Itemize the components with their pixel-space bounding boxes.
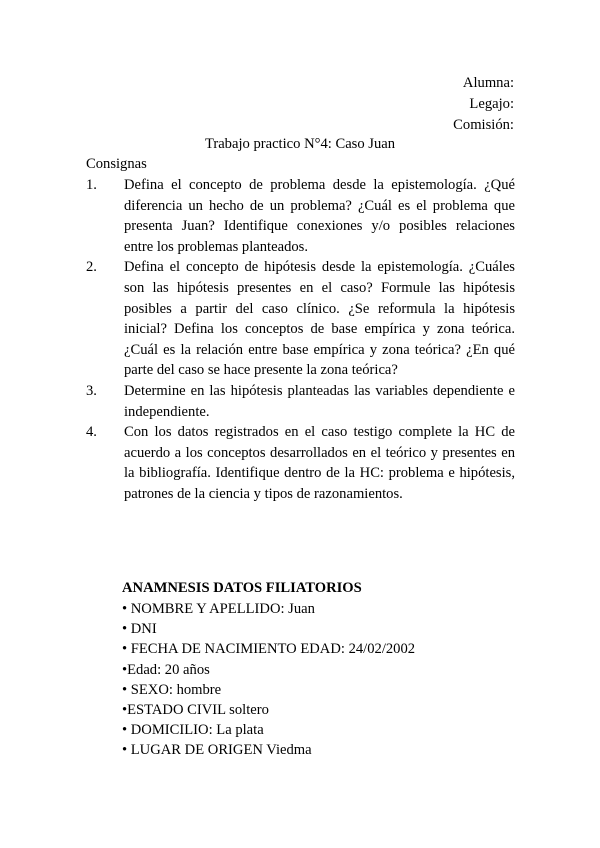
list-item-text: Determine en las hipótesis planteadas las variables dependiente e independiente. bbox=[124, 382, 515, 420]
list-item bbox=[86, 422, 515, 504]
list-item bbox=[86, 175, 515, 257]
list-item-number: 2. bbox=[86, 259, 97, 276]
document-title: Trabajo practico N°4: Caso Juan bbox=[204, 136, 396, 152]
consignas-heading: Consignas bbox=[86, 156, 147, 172]
anamnesis-item: • NOMBRE Y APELLIDO: Juan bbox=[122, 601, 315, 617]
anamnesis-item: • LUGAR DE ORIGEN Viedma bbox=[122, 742, 312, 759]
anamnesis-item: •ESTADO CIVIL soltero bbox=[122, 701, 269, 718]
legajo-label: Legajo: bbox=[469, 96, 514, 112]
comision-label: Comisión: bbox=[453, 117, 514, 133]
alumna-label: Alumna: bbox=[462, 75, 514, 91]
list-item-number: 1. bbox=[86, 177, 97, 193]
list-item bbox=[86, 257, 515, 381]
student-info-block bbox=[453, 73, 514, 136]
anamnesis-item: • DNI bbox=[122, 621, 157, 638]
anamnesis-item: • DOMICILIO: La plata bbox=[122, 722, 264, 739]
list-item-text: Defina el concepto de hipótesis desde la epistemología. ¿Cuáles son las hipótesis presentes en el caso? Formule las hipótesis posibles a partir del caso clínico. ¿Se reformula la hipótesis inicial? Defina los conceptos de base empírica y zona teórica. ¿Cuál es la relación entre base empírica y zona teórica? ¿En qué parte del caso se hace presente la zona teórica? bbox=[124, 259, 515, 379]
list-item-number: 3. bbox=[86, 382, 97, 399]
anamnesis-section bbox=[122, 578, 522, 761]
anamnesis-title: ANAMNESIS DATOS FILIATORIOS bbox=[122, 580, 362, 596]
list-item-text: Con los datos registrados en el caso testigo complete la HC de acuerdo a los conceptos desarrollados en el teórico y presentes en la bibliografía. Identifique dentro de la HC: problema e hipótesis, patrones de la ciencia y tipos de razonamientos. bbox=[124, 424, 515, 502]
consignas-list bbox=[86, 175, 515, 505]
list-item bbox=[86, 381, 515, 422]
anamnesis-item: • SEXO: hombre bbox=[122, 681, 222, 698]
list-item-text: Defina el concepto de problema desde la epistemología. ¿Qué diferencia un hecho de un problema? ¿Cuál es el problema que presenta Juan? Identifique conexiones y/o posibles relaciones entre los problemas planteados. bbox=[124, 177, 515, 255]
anamnesis-item: •Edad: 20 años bbox=[122, 661, 210, 678]
anamnesis-item: • FECHA DE NACIMIENTO EDAD: 24/02/2002 bbox=[122, 641, 416, 658]
list-item-number: 4. bbox=[86, 424, 97, 441]
